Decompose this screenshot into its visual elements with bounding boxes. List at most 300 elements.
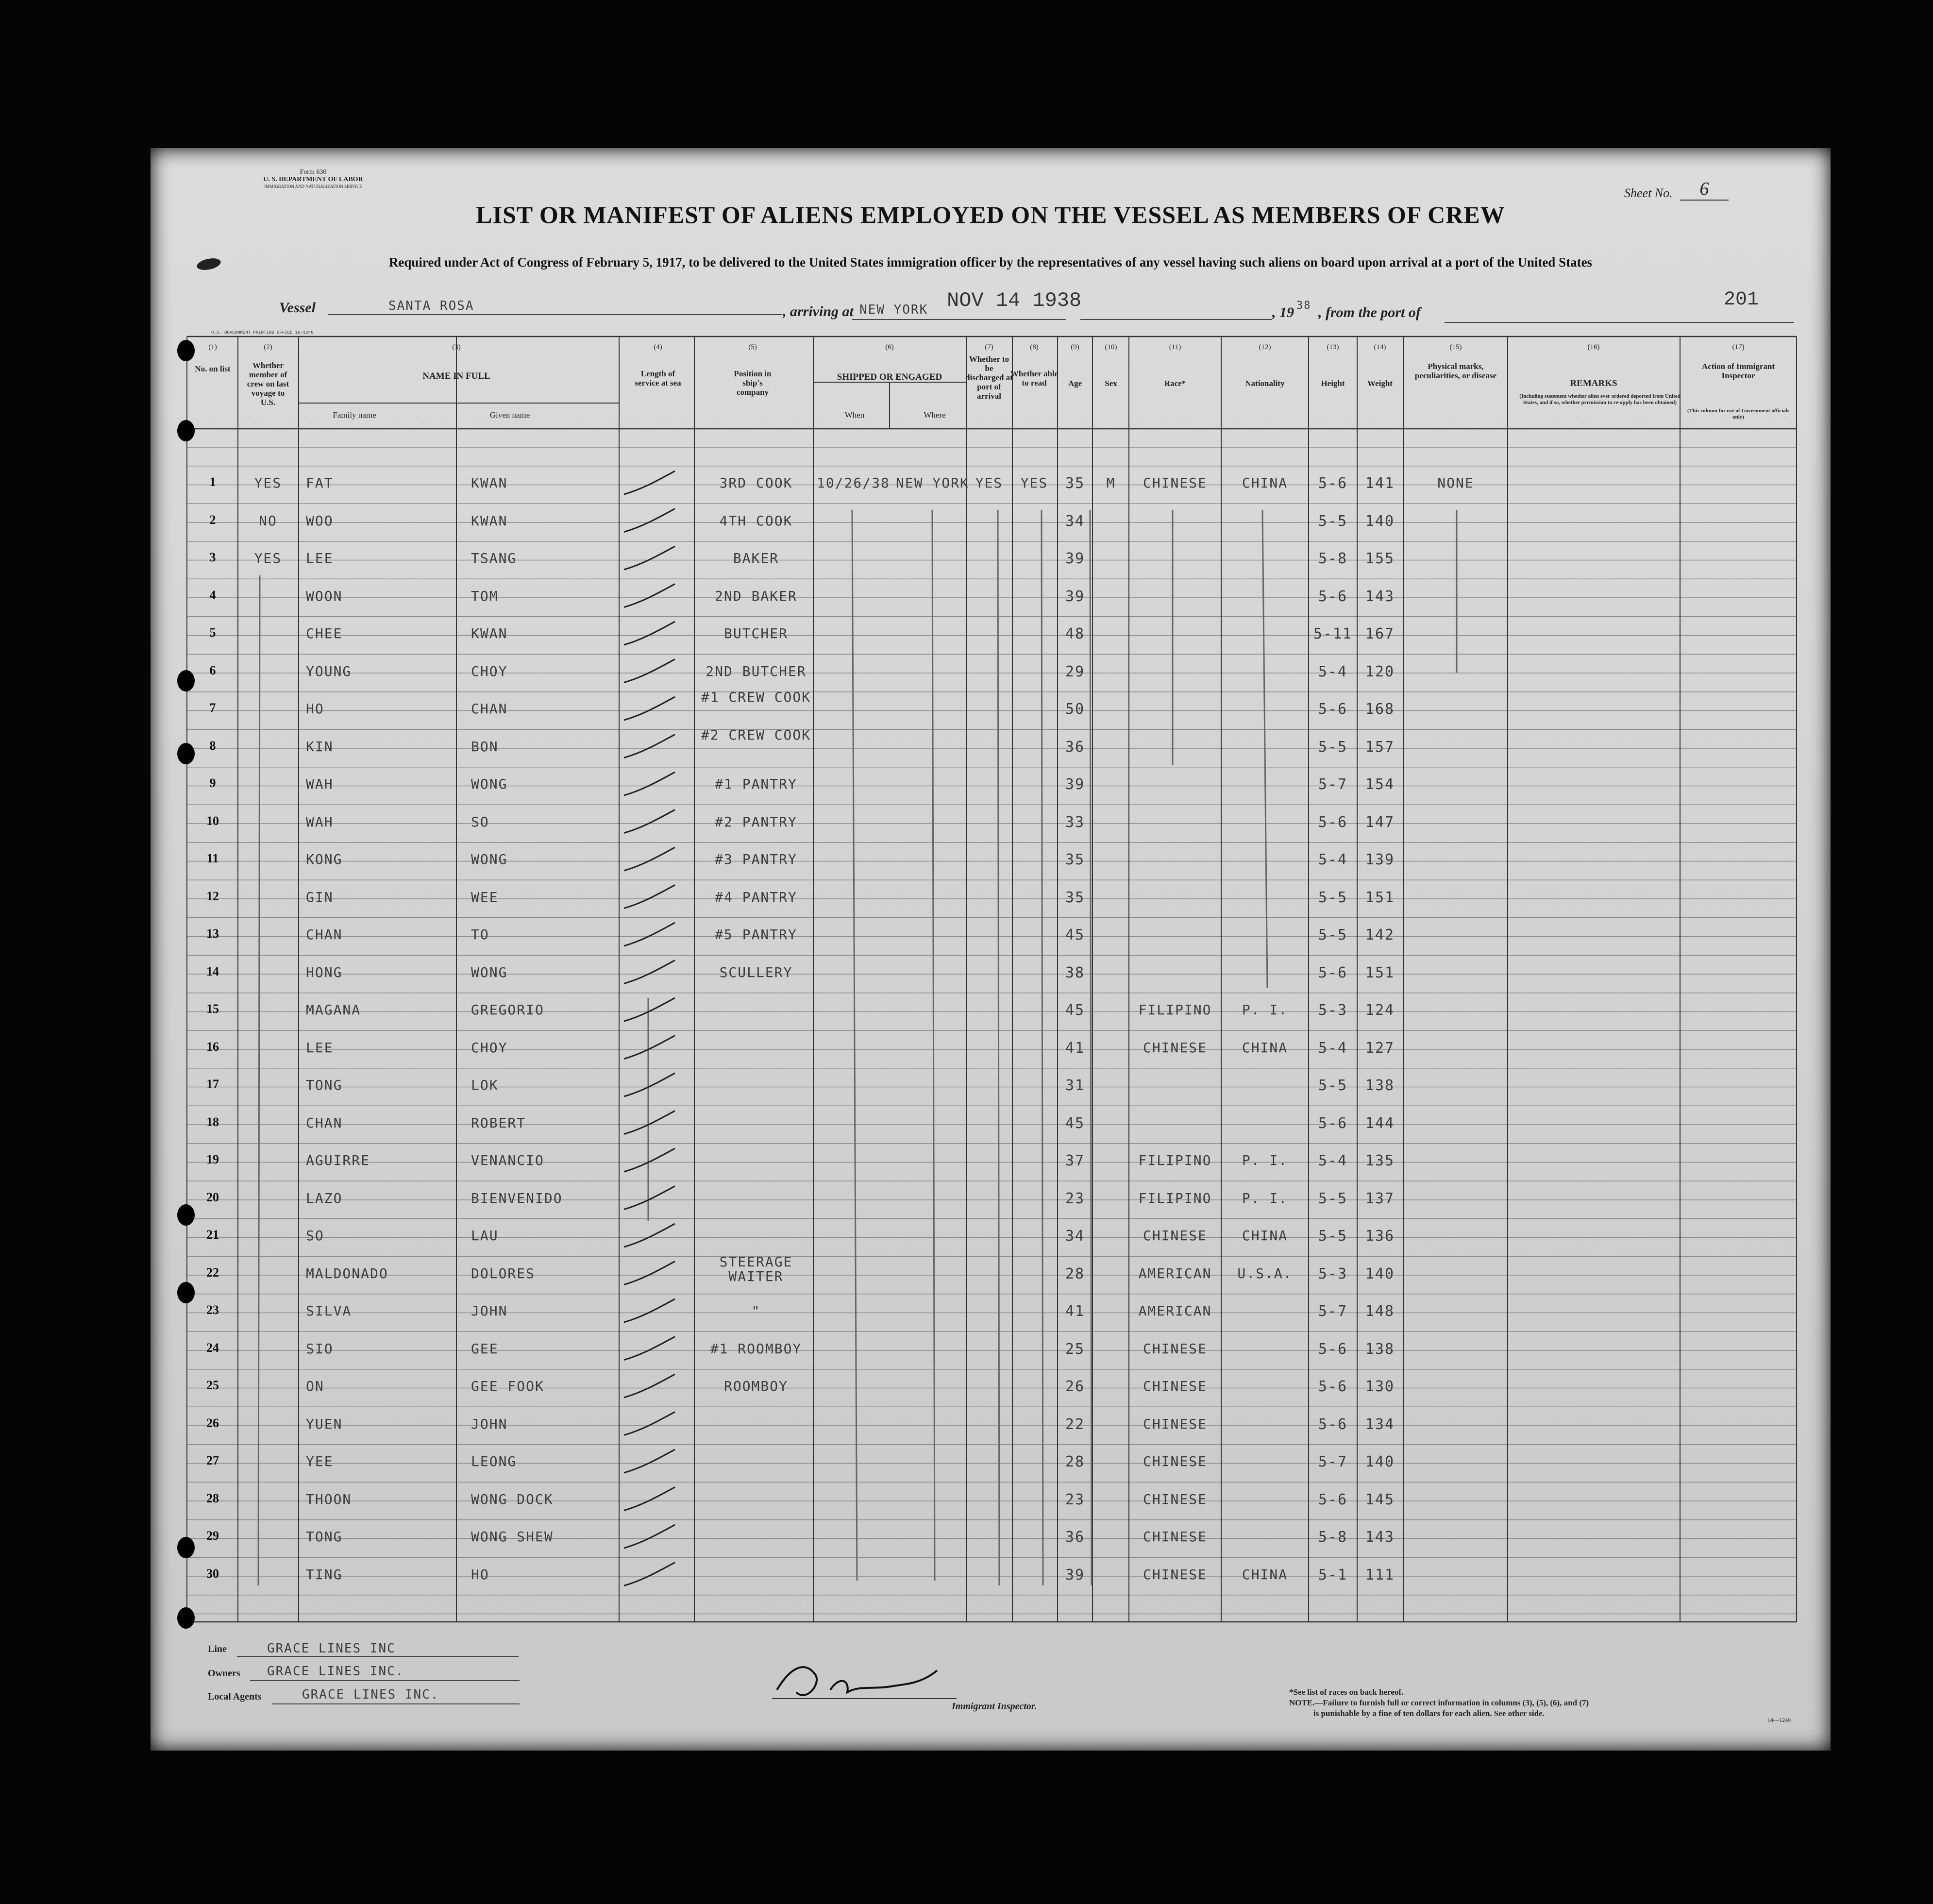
races-note: *See list of races on back hereof. [1289, 1687, 1404, 1697]
cell-given: GREGORIO [471, 1002, 544, 1018]
cell-weight: 130 [1365, 1378, 1395, 1395]
cell-position: #1 ROOMBOY [710, 1340, 802, 1357]
cell-age: 25 [1065, 1340, 1085, 1358]
column-header: Sex [1105, 379, 1117, 388]
column-header: Length of service at sea [635, 369, 681, 388]
column-number: (7) [985, 343, 993, 351]
cell-age: 39 [1065, 588, 1085, 605]
cell-nationality: U.S.A. [1237, 1265, 1293, 1281]
cell-age: 34 [1065, 512, 1085, 530]
cell-given: LOK [471, 1077, 499, 1093]
cell-family: LEE [306, 550, 334, 566]
cell-position: 4TH COOK [719, 512, 793, 529]
cell-given: CHAN [471, 701, 508, 717]
cell-family: WAH [306, 776, 334, 792]
cell-last-voyage: YES [254, 550, 282, 566]
inspector-signature [762, 1656, 966, 1714]
cell-position: 2ND BUTCHER [706, 663, 807, 679]
cell-age: 33 [1065, 813, 1085, 831]
cell-position: SCULLERY [719, 964, 793, 980]
cell-position: #1 CREW COOK [701, 689, 811, 705]
column-header: No. on list [195, 364, 231, 373]
cell-no: 18 [206, 1114, 219, 1129]
cell-height: 5-11 [1313, 625, 1353, 642]
cell-no: 27 [206, 1453, 219, 1467]
cell-weight: 154 [1365, 776, 1395, 793]
cell-height: 5-4 [1318, 663, 1348, 680]
cell-age: 36 [1065, 738, 1085, 756]
cell-family: MALDONADO [306, 1265, 388, 1281]
cell-family: MAGANA [306, 1002, 361, 1018]
cell-given: WEE [471, 889, 499, 905]
cell-given: CHOY [471, 1039, 508, 1056]
cell-age: 50 [1065, 701, 1085, 718]
cell-family: CHAN [306, 927, 343, 943]
cell-age: 39 [1065, 776, 1085, 793]
column-number: (3) [452, 343, 461, 351]
cell-age: 39 [1065, 1566, 1085, 1584]
cell-given: KWAN [471, 625, 508, 641]
vessel-label: Vessel [279, 300, 316, 316]
cell-height: 5-6 [1318, 813, 1348, 831]
column-number: (17) [1732, 343, 1745, 351]
cell-age: 48 [1065, 625, 1085, 642]
cell-last-voyage: NO [259, 512, 277, 529]
cell-age: 29 [1065, 663, 1085, 680]
cell-height: 5-5 [1318, 889, 1348, 906]
cell-weight: 138 [1365, 1340, 1395, 1358]
cell-given: BIENVENIDO [471, 1190, 563, 1206]
column-header: Nationality [1245, 379, 1285, 388]
agents-label: Local Agents [208, 1691, 262, 1702]
cell-family: WAH [306, 813, 334, 830]
cell-when: 10/26/38 [817, 475, 890, 491]
cell-weight: 135 [1365, 1152, 1395, 1169]
form-code: 14—1240 [1767, 1717, 1791, 1723]
cell-given: TOM [471, 588, 499, 604]
column-number: (13) [1327, 343, 1339, 351]
cell-weight: 137 [1365, 1190, 1395, 1207]
cell-family: CHAN [306, 1114, 343, 1131]
column-header: Whether member of crew on last voyage to U.S. [247, 361, 289, 407]
cell-race: FILIPINO [1138, 1190, 1212, 1206]
cell-race: CHINESE [1143, 1228, 1207, 1244]
cell-no: 20 [206, 1190, 219, 1204]
cell-nationality: CHINA [1242, 1566, 1288, 1583]
cell-given: HO [471, 1566, 489, 1583]
cell-family: TING [306, 1566, 343, 1583]
cell-age: 35 [1065, 851, 1085, 868]
column-header: SHIPPED OR ENGAGED [837, 372, 942, 382]
cell-family: SIO [306, 1340, 334, 1357]
binder-hole [177, 420, 195, 441]
cell-race: CHINESE [1143, 1039, 1207, 1056]
cell-no: 8 [209, 738, 216, 753]
owners-value: GRACE LINES INC. [267, 1664, 404, 1679]
cell-family: HO [306, 701, 324, 717]
cell-family: ON [306, 1378, 324, 1394]
cell-given: WONG SHEW [471, 1529, 554, 1545]
cell-age: 41 [1065, 1039, 1085, 1057]
column-number: (6) [885, 343, 894, 351]
cell-no: 30 [206, 1566, 219, 1581]
cell-no: 23 [206, 1303, 219, 1317]
when-header: When [844, 410, 865, 420]
cell-nationality: P. I. [1242, 1152, 1288, 1168]
cell-given: KWAN [471, 475, 508, 491]
cell-height: 5-6 [1318, 1114, 1348, 1132]
cell-family: TONG [306, 1077, 343, 1093]
cell-age: 39 [1065, 550, 1085, 567]
column-header: Weight [1367, 379, 1393, 388]
cell-no: 3 [209, 550, 216, 564]
cell-height: 5-8 [1318, 550, 1348, 567]
line-underline [237, 1656, 519, 1657]
cell-family: GIN [306, 889, 334, 905]
cell-given: WONG [471, 851, 508, 867]
cell-no: 26 [206, 1415, 219, 1430]
column-header: Physical marks, peculiarities, or disease [1414, 362, 1497, 380]
cell-position: 2ND BAKER [715, 588, 797, 604]
cell-height: 5-5 [1318, 1077, 1348, 1094]
cell-age: 31 [1065, 1077, 1085, 1094]
cell-given: JOHN [471, 1415, 508, 1432]
cell-no: 9 [209, 776, 216, 790]
cell-weight: 138 [1365, 1077, 1395, 1094]
line-label: Line [208, 1644, 227, 1654]
year-prefix: , 19 [1272, 304, 1294, 320]
cell-position: #5 PANTRY [715, 927, 797, 943]
department-name: U. S. DEPARTMENT OF LABOR [263, 176, 363, 183]
column-number: (15) [1449, 343, 1462, 351]
cell-nationality: P. I. [1242, 1190, 1288, 1206]
cell-read: YES [1020, 475, 1048, 491]
form-number: Form 630 [300, 168, 327, 176]
cell-given: ROBERT [471, 1114, 526, 1131]
binder-hole [177, 340, 195, 361]
year-suffix: 38 [1296, 300, 1311, 312]
cell-no: 16 [206, 1039, 219, 1054]
cell-family: KONG [306, 851, 343, 867]
cell-height: 5-3 [1318, 1002, 1348, 1019]
cell-race: CHINESE [1143, 475, 1207, 491]
cell-height: 5-7 [1318, 776, 1348, 793]
cell-given: VENANCIO [471, 1152, 544, 1168]
cell-weight: 143 [1365, 1529, 1395, 1546]
cell-family: YUEN [306, 1415, 343, 1432]
cell-race: CHINESE [1143, 1378, 1207, 1394]
cell-height: 5-7 [1318, 1453, 1348, 1470]
cell-nationality: CHINA [1242, 475, 1288, 491]
cell-height: 5-4 [1318, 1152, 1348, 1169]
cell-race: CHINESE [1143, 1340, 1207, 1357]
cell-age: 28 [1065, 1265, 1085, 1282]
cell-given: JOHN [471, 1303, 508, 1319]
column-number: (4) [654, 343, 662, 351]
column-header: Height [1321, 379, 1345, 388]
cell-height: 5-6 [1318, 588, 1348, 605]
cell-position: #2 CREW COOK [701, 726, 811, 743]
cell-given: DOLORES [471, 1265, 536, 1281]
family-name-header: Family name [333, 410, 376, 420]
cell-height: 5-6 [1318, 1491, 1348, 1508]
printing-office: U.S. GOVERNMENT PRINTING OFFICE 16-1240 [211, 330, 314, 335]
cell-family: THOON [306, 1491, 352, 1507]
cell-sex: M [1106, 475, 1116, 491]
cell-height: 5-7 [1318, 1303, 1348, 1320]
cell-position: BAKER [733, 550, 779, 566]
cell-no: 6 [209, 663, 216, 677]
inspector-note: (This column for use of Government officials only) [1687, 408, 1789, 420]
cell-no: 10 [206, 813, 219, 828]
cell-given: SO [471, 813, 489, 830]
cell-height: 5-5 [1318, 1190, 1348, 1207]
cell-family: AGUIRRE [306, 1152, 370, 1168]
cell-no: 1 [209, 475, 216, 489]
cell-given: GEE FOOK [471, 1378, 544, 1394]
cell-given: WONG DOCK [471, 1491, 554, 1507]
cell-marks: NONE [1437, 475, 1474, 491]
arriving-label: , arriving at [783, 303, 854, 320]
cell-height: 5-6 [1318, 701, 1348, 718]
line-value: GRACE LINES INC [267, 1641, 396, 1656]
cell-weight: 144 [1365, 1114, 1395, 1132]
cell-age: 37 [1065, 1152, 1085, 1169]
cell-position: #1 PANTRY [715, 776, 797, 792]
cell-weight: 140 [1365, 1265, 1395, 1282]
page-title: LIST OR MANIFEST OF ALIENS EMPLOYED ON THE VESSEL AS MEMBERS OF CREW [476, 201, 1505, 228]
column-header: Age [1068, 379, 1082, 388]
cell-no: 2 [209, 512, 216, 527]
column-header: Race* [1164, 379, 1186, 388]
column-number: (2) [264, 343, 272, 351]
binder-hole [177, 1282, 195, 1303]
cell-position: #3 PANTRY [715, 851, 797, 867]
cell-given: GEE [471, 1340, 499, 1357]
cell-given: LEONG [471, 1453, 517, 1469]
cell-given: KWAN [471, 512, 508, 529]
cell-race: CHINESE [1143, 1529, 1207, 1545]
column-number: (8) [1030, 343, 1039, 351]
cell-no: 13 [206, 927, 219, 941]
cell-age: 23 [1065, 1190, 1085, 1207]
cell-weight: 167 [1365, 625, 1395, 642]
service-name: IMMIGRATION AND NATURALIZATION SERVICE [264, 184, 362, 189]
column-number: (12) [1259, 343, 1271, 351]
cell-weight: 136 [1365, 1228, 1395, 1245]
cell-weight: 155 [1365, 550, 1395, 567]
cell-weight: 140 [1365, 1453, 1395, 1470]
column-number: (14) [1374, 343, 1386, 351]
cell-race: CHINESE [1143, 1453, 1207, 1469]
cell-given: BON [471, 738, 499, 755]
cell-no: 24 [206, 1340, 219, 1355]
cell-age: 35 [1065, 475, 1085, 492]
cell-height: 5-4 [1318, 851, 1348, 868]
cell-height: 5-1 [1318, 1566, 1348, 1584]
cell-given: LAU [471, 1228, 499, 1244]
column-header: Action of Immigrant Inspector [1701, 362, 1775, 380]
cell-family: SO [306, 1228, 324, 1244]
vessel-name: SANTA ROSA [388, 299, 474, 313]
cell-height: 5-6 [1318, 964, 1348, 981]
cell-height: 5-6 [1318, 1340, 1348, 1358]
cell-height: 5-5 [1318, 512, 1348, 530]
cell-no: 11 [206, 851, 219, 865]
cell-weight: 157 [1365, 738, 1395, 756]
cell-discharged: YES [975, 475, 1003, 491]
cell-weight: 147 [1365, 813, 1395, 831]
cell-weight: 140 [1365, 512, 1395, 530]
cell-given: CHOY [471, 663, 508, 679]
sheet-number: 6 [1680, 178, 1729, 201]
subtitle: Required under Act of Congress of February 5, 1917, to be delivered to the United States immigration officer by the representatives of any vessel having such aliens on board upon arrival at a port of the United States [388, 255, 1593, 270]
cell-weight: 120 [1365, 663, 1395, 680]
cell-weight: 139 [1365, 851, 1395, 868]
cell-position: 3RD COOK [719, 475, 793, 491]
cell-position: BUTCHER [723, 625, 788, 641]
cell-age: 28 [1065, 1453, 1085, 1470]
cell-no: 12 [206, 889, 219, 903]
cell-age: 36 [1065, 1529, 1085, 1546]
cell-family: LEE [306, 1039, 334, 1056]
cell-age: 45 [1065, 927, 1085, 944]
inspector-label: Immigrant Inspector. [952, 1701, 1037, 1712]
where-header: Where [924, 410, 946, 420]
cell-no: 19 [206, 1152, 219, 1166]
cell-height: 5-6 [1318, 1415, 1348, 1433]
cell-age: 23 [1065, 1491, 1085, 1508]
column-header: NAME IN FULL [422, 371, 490, 381]
cell-race: AMERICAN [1138, 1303, 1212, 1319]
cell-weight: 124 [1365, 1002, 1395, 1019]
column-number: (9) [1071, 343, 1079, 351]
binder-hole [177, 743, 195, 764]
cell-no: 15 [206, 1002, 219, 1016]
cell-no: 5 [209, 625, 216, 640]
cell-race: CHINESE [1143, 1566, 1207, 1583]
stamp-number: 201 [1724, 289, 1759, 311]
column-number: (11) [1169, 343, 1181, 351]
cell-no: 7 [209, 701, 216, 715]
cell-family: WOO [306, 512, 334, 529]
cell-age: 35 [1065, 889, 1085, 906]
cell-no: 25 [206, 1378, 219, 1392]
sheet-label: Sheet No. [1624, 186, 1673, 200]
column-header: REMARKS [1570, 378, 1617, 388]
cell-nationality: P. I. [1242, 1002, 1288, 1018]
cell-nationality: CHINA [1242, 1228, 1288, 1244]
binder-hole [177, 1607, 195, 1629]
cell-last-voyage: YES [254, 475, 282, 491]
cell-weight: 143 [1365, 588, 1395, 605]
binder-hole [177, 670, 195, 691]
cell-given: TO [471, 927, 489, 943]
cell-race: FILIPINO [1138, 1152, 1212, 1168]
column-number: (10) [1105, 343, 1117, 351]
cell-no: 14 [206, 964, 219, 978]
cell-race: CHINESE [1143, 1415, 1207, 1432]
cell-no: 17 [206, 1077, 219, 1091]
cell-family: YOUNG [306, 663, 352, 679]
cell-family: SILVA [306, 1303, 352, 1319]
cell-no: 29 [206, 1529, 219, 1543]
cell-no: 21 [206, 1228, 219, 1242]
owners-label: Owners [208, 1668, 240, 1679]
penalty-note-1: NOTE.—Failure to furnish full or correct information in columns (3), (5), (6), and (7) [1289, 1698, 1589, 1707]
cell-given: WONG [471, 776, 508, 792]
cell-race: CHINESE [1143, 1491, 1207, 1507]
cell-family: WOON [306, 588, 343, 604]
column-header: Whether able to read [1010, 369, 1059, 388]
cell-weight: 134 [1365, 1415, 1395, 1433]
cell-age: 34 [1065, 1228, 1085, 1245]
column-header: Position in ship's company [734, 369, 772, 397]
owners-underline [250, 1680, 520, 1681]
cell-weight: 145 [1365, 1491, 1395, 1508]
cell-family: HONG [306, 964, 343, 980]
cell-weight: 127 [1365, 1039, 1395, 1057]
from-port-label: , from the port of [1318, 304, 1421, 320]
cell-height: 5-5 [1318, 927, 1348, 944]
cell-height: 5-6 [1318, 1378, 1348, 1395]
cell-nationality: CHINA [1242, 1039, 1288, 1056]
cell-no: 28 [206, 1491, 219, 1505]
cell-no: 4 [209, 588, 216, 602]
column-number: (16) [1587, 343, 1600, 351]
cell-weight: 148 [1365, 1303, 1395, 1320]
cell-weight: 111 [1365, 1566, 1395, 1584]
date-stamp: NOV 14 1938 [947, 289, 1082, 312]
cell-family: CHEE [306, 625, 343, 641]
cell-height: 5-3 [1318, 1265, 1348, 1282]
cell-weight: 141 [1365, 475, 1395, 492]
cell-age: 41 [1065, 1303, 1085, 1320]
cell-age: 22 [1065, 1415, 1085, 1433]
cell-given: TSANG [471, 550, 517, 566]
column-number: (1) [208, 343, 217, 351]
penalty-note-2: is punishable by a fine of ten dollars for each alien. See other side. [1313, 1709, 1545, 1718]
column-number: (5) [748, 343, 757, 351]
arriving-port: NEW YORK [859, 303, 928, 317]
remarks-note: (Including statement whether alien ever ordered deported from United States, and if so, whether permission to re-apply has been obtained) [1519, 393, 1681, 405]
cell-height: 5-5 [1318, 738, 1348, 756]
cell-family: YEE [306, 1453, 334, 1469]
cell-age: 38 [1065, 964, 1085, 981]
cell-age: 45 [1065, 1114, 1085, 1132]
cell-weight: 151 [1365, 964, 1395, 981]
cell-where: NEW YORK [896, 475, 969, 491]
cell-family: FAT [306, 475, 334, 491]
cell-no: 22 [206, 1265, 219, 1280]
cell-race: FILIPINO [1138, 1002, 1212, 1018]
cell-position: STEERAGE WAITER [719, 1253, 793, 1284]
cell-family: TONG [306, 1529, 343, 1545]
cell-weight: 168 [1365, 701, 1395, 718]
cell-weight: 151 [1365, 889, 1395, 906]
cell-family: LAZO [306, 1190, 343, 1206]
cell-race: AMERICAN [1138, 1265, 1212, 1281]
given-name-header: Given name [489, 410, 530, 420]
cell-age: 45 [1065, 1002, 1085, 1019]
column-header: Whether to be discharged at port of arrival [965, 354, 1013, 401]
cell-family: KIN [306, 738, 334, 755]
cell-position: #4 PANTRY [715, 889, 797, 905]
cell-age: 26 [1065, 1378, 1085, 1395]
cell-given: WONG [471, 964, 508, 980]
manifest-sheet [151, 148, 1831, 1751]
binder-hole [177, 1204, 195, 1226]
